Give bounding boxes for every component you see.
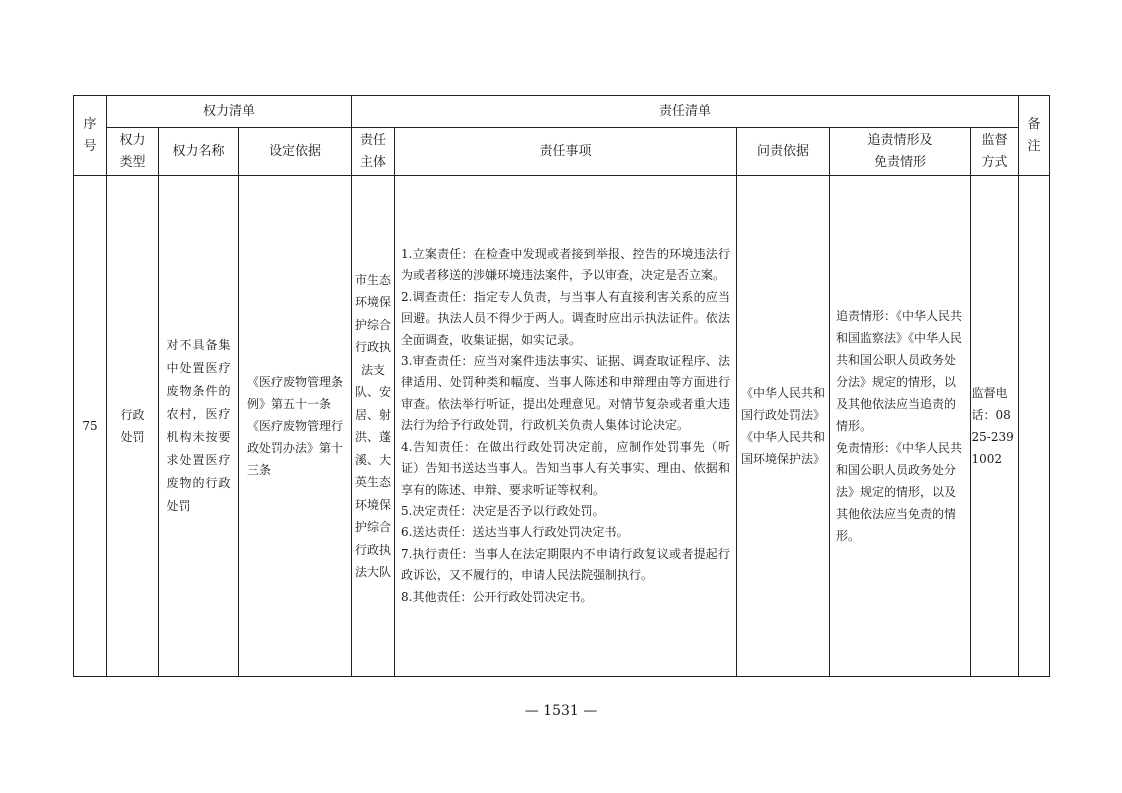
matters-item: 7.执行责任：当事人在法定期限内不申请行政复议或者提起行政诉讼，又不履行的，申请人民法院强制执行。: [401, 546, 730, 583]
header-seq: 序号: [74, 96, 107, 176]
header-subject: 责任主体: [352, 128, 395, 176]
cell-matters: [395, 176, 737, 677]
header-supervise: 监督方式: [971, 128, 1019, 176]
power-responsibility-table: [73, 95, 1050, 677]
header-basis: 设定依据: [239, 128, 352, 176]
pursue-item: 追责情形：《中华人民共和国监察法》《中华人民共和国公职人员政务处分法》规定的情形，以及其他依法应当追责的情形。: [836, 309, 963, 433]
header-accountability-basis: 问责依据: [737, 128, 830, 176]
matters-item: 8.其他责任：公开行政处罚决定书。: [401, 589, 593, 604]
cell-subject: 市生态环境保护综合行政执法支队、安居、射洪、蓬溪、大英生态环境保护综合行政执法大队: [352, 176, 395, 677]
cell-power-name: 对不具备集中处置医疗废物条件的农村，医疗机构未按要求处置医疗废物的行政处罚: [159, 176, 239, 677]
matters-item: 2.调查责任：指定专人负责，与当事人有直接利害关系的应当回避。执法人员不得少于两人。调查时应出示执法证件。依法全面调查，收集证据，如实记录。: [401, 289, 730, 347]
matters-item: 1.立案责任：在检查中发现或者接到举报、控告的环境违法行为或者移送的涉嫌环境违法案件，予以审查，决定是否立案。: [401, 247, 730, 283]
pursue-item: 免责情形：《中华人民共和国公职人员政务处分法》规定的情形，以及其他依法应当免责的情形。: [836, 441, 963, 543]
header-remark: 备注: [1019, 96, 1050, 176]
page-number: — 1531 —: [524, 703, 598, 719]
cell-pursue: [830, 176, 971, 677]
cell-accountability-basis: 《中华人民共和国行政处罚法》《中华人民共和国环境保护法》: [737, 176, 830, 677]
header-power-name: 权力名称: [159, 128, 239, 176]
matters-item: 4.告知责任：在做出行政处罚决定前，应制作处罚事先（听证）告知书送达当事人。告知当事人有关事实、理由、依据和享有的陈述、申辩、要求听证等权利。: [401, 439, 730, 497]
cell-remark: [1019, 176, 1050, 677]
matters-item: 6.送达责任：送达当事人行政处罚决定书。: [401, 525, 629, 540]
header-resp-list: 责任清单: [352, 96, 1019, 128]
header-matters: 责任事项: [395, 128, 737, 176]
header-pursue: 追责情形及免责情形: [830, 128, 971, 176]
table-row: [74, 176, 1050, 677]
cell-power-type: 行政处罚: [107, 176, 159, 677]
header-power-list: 权力清单: [107, 96, 352, 128]
cell-seq: 75: [74, 176, 107, 677]
cell-basis: 《医疗废物管理条例》第五十一条《医疗废物管理行政处罚办法》第十三条: [239, 176, 352, 677]
matters-item: 5.决定责任：决定是否予以行政处罚。: [401, 503, 605, 518]
cell-supervise: 监督电话：0825-2391002: [971, 176, 1019, 677]
header-power-type: 权力类型: [107, 128, 159, 176]
matters-item: 3.审查责任：应当对案件违法事实、证据、调查取证程序、法律适用、处罚种类和幅度、当事人陈述和申辩理由等方面进行审查。依法举行听证，提出处理意见。对情节复杂或者重大违法行为给予行政处罚，行政机关负责人集体讨论决定。: [401, 354, 730, 433]
